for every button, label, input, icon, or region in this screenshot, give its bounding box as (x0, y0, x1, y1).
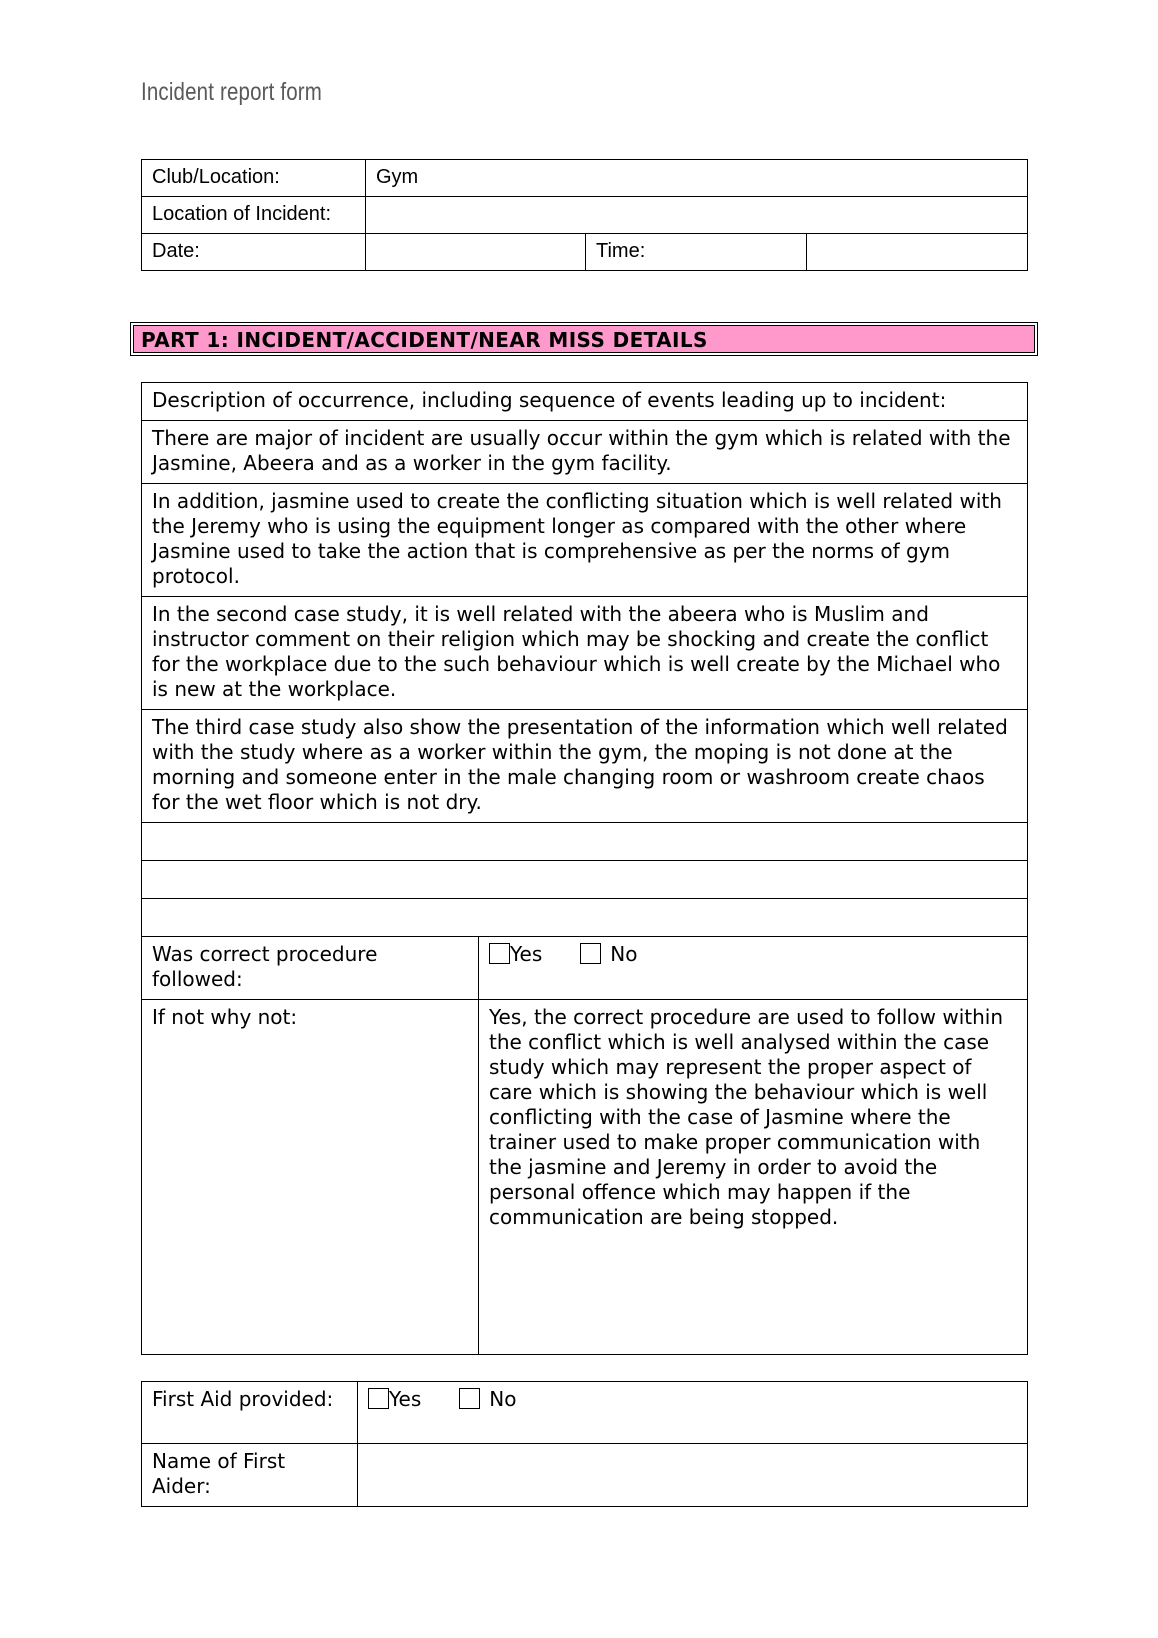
first-aid-yes-option[interactable] (368, 1387, 421, 1412)
date-field[interactable] (366, 234, 586, 271)
first-aid-label: First Aid provided: (142, 1382, 358, 1444)
location-field[interactable] (366, 197, 1028, 234)
procedure-yes-option[interactable] (489, 942, 542, 967)
description-paragraph[interactable]: There are major of incident are usually occur within the gym which is related with the Jasmine, Abeera and as a worker in the gym facility. (142, 421, 1028, 484)
empty-line[interactable] (142, 899, 1028, 937)
procedure-label: Was correct procedure followed: (142, 937, 479, 1000)
procedure-options (479, 937, 1028, 1000)
club-label: Club/Location: (142, 160, 366, 197)
no-label: No (610, 942, 638, 966)
procedure-no-checkbox[interactable] (580, 943, 601, 964)
first-aider-field[interactable] (358, 1444, 1028, 1507)
why-not-label: If not why not: (142, 1000, 479, 1355)
incident-details-table (141, 382, 1028, 1355)
empty-line[interactable] (142, 823, 1028, 861)
first-aid-yes-checkbox[interactable] (368, 1388, 389, 1409)
header-table (141, 159, 1028, 271)
description-label: Description of occurrence, including sequence of events leading up to incident: (142, 383, 1028, 421)
description-paragraph[interactable]: In addition, jasmine used to create the conflicting situation which is well related with the Jeremy who is using the equipment longer as compared with the other where Jasmine used to take the action that is comprehensive as per the norms of gym protocol. (142, 484, 1028, 597)
empty-line[interactable] (142, 861, 1028, 899)
first-aid-no-option[interactable] (459, 1387, 516, 1412)
first-aid-options (358, 1382, 1028, 1444)
time-field[interactable] (807, 234, 1028, 271)
no-label: No (489, 1387, 517, 1411)
date-label: Date: (142, 234, 366, 271)
first-aid-table (141, 1381, 1028, 1507)
part1-heading: PART 1: INCIDENT/ACCIDENT/NEAR MISS DETAILS (133, 325, 1035, 353)
first-aid-no-checkbox[interactable] (459, 1388, 480, 1409)
description-paragraph[interactable]: In the second case study, it is well related with the abeera who is Muslim and instructor comment on their religion which may be shocking and create the conflict for the workplace due to the such behaviour which is well create by the Michael who is new at the workplace. (142, 597, 1028, 710)
first-aider-label: Name of First Aider: (142, 1444, 358, 1507)
club-field[interactable]: Gym (366, 160, 1028, 197)
location-label: Location of Incident: (142, 197, 366, 234)
why-not-text[interactable]: Yes, the correct procedure are used to follow within the conflict which is well analysed within the case study which may represent the proper aspect of care which is showing the behaviour which is well conflicting with the case of Jasmine where the trainer used to make proper communication with the jasmine and Jeremy in order to avoid the personal offence which may happen if the communication are being stopped. (479, 1000, 1028, 1355)
yes-label: Yes (389, 1387, 422, 1411)
yes-label: Yes (510, 942, 543, 966)
procedure-yes-checkbox[interactable] (489, 943, 510, 964)
part1-banner (130, 322, 1038, 356)
procedure-no-option[interactable] (580, 942, 637, 967)
description-paragraph[interactable]: The third case study also show the presentation of the information which well related with the study where as a worker within the gym, the moping is not done at the morning and someone enter in the male changing room or washroom create chaos for the wet floor which is not dry. (142, 710, 1028, 823)
time-label: Time: (586, 234, 807, 271)
page-title: Incident report form (141, 78, 323, 106)
